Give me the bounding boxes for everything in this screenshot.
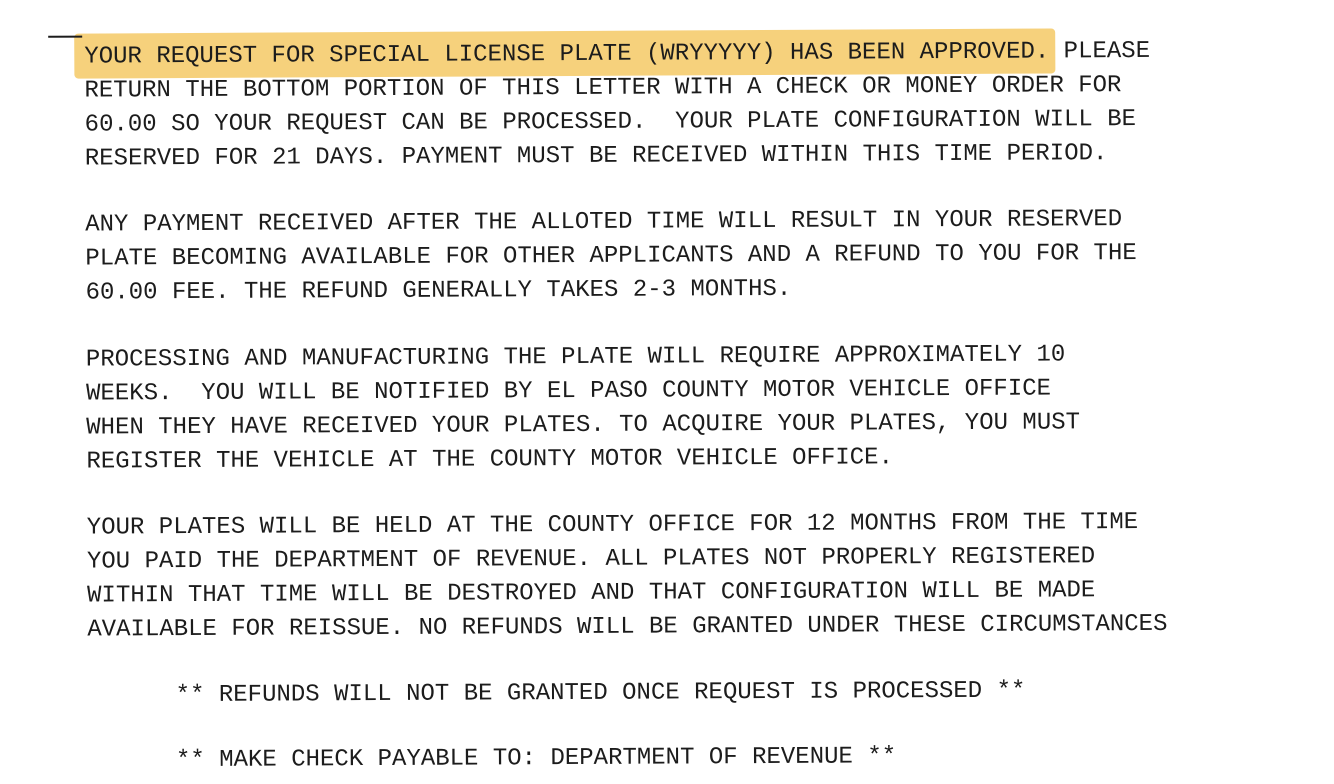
paragraph-4-line-1: YOUR PLATES WILL BE HELD AT THE COUNTY OFFICE FOR 12 MONTHS FROM THE TIME — [86, 509, 1139, 542]
paragraph-4-line-4: AVAILABLE FOR REISSUE. NO REFUNDS WILL BE GRANTED UNDER THESE CIRCUMSTANCES — [87, 610, 1168, 644]
paragraph-3-line-4: REGISTER THE VEHICLE AT THE COUNTY MOTOR VEHICLE OFFICE. — [86, 444, 894, 476]
paragraph-1-line-3: 60.00 SO YOUR REQUEST CAN BE PROCESSED. YOUR PLATE CONFIGURATION WILL BE — [84, 106, 1137, 139]
paragraph-2-line-3: 60.00 FEE. THE REFUND GENERALLY TAKES 2-3 MONTHS. — [85, 275, 792, 307]
paragraph-1-line-4: RESERVED FOR 21 DAYS. PAYMENT MUST BE RECEIVED WITHIN THIS TIME PERIOD. — [84, 140, 1108, 173]
paragraph-1-line-1-rest: PLEASE — [1049, 37, 1151, 66]
paragraph-1-line-1 — [84, 37, 1151, 71]
corner-dash-mark — [48, 36, 82, 38]
paragraph-2-line-1: ANY PAYMENT RECEIVED AFTER THE ALLOTED TIME WILL RESULT IN YOUR RESERVED — [85, 206, 1123, 239]
paragraph-3-line-1: PROCESSING AND MANUFACTURING THE PLATE WILL REQUIRE APPROXIMATELY 10 — [85, 341, 1066, 374]
refund-note: ** REFUNDS WILL NOT BE GRANTED ONCE REQUEST IS PROCESSED ** — [175, 677, 1026, 710]
paragraph-4-line-2: YOU PAID THE DEPARTMENT OF REVENUE. ALL PLATES NOT PROPERLY REGISTERED — [86, 543, 1096, 576]
paragraph-2-line-2: PLATE BECOMING AVAILABLE FOR OTHER APPLICANTS AND A REFUND TO YOU FOR THE — [85, 240, 1137, 273]
paragraph-3-line-2: WEEKS. YOU WILL BE NOTIFIED BY EL PASO COUNTY MOTOR VEHICLE OFFICE — [85, 375, 1052, 408]
payable-note: ** MAKE CHECK PAYABLE TO: DEPARTMENT OF REVENUE ** — [175, 743, 897, 775]
paragraph-3-line-3: WHEN THEY HAVE RECEIVED YOUR PLATES. TO ACQUIRE YOUR PLATES, YOU MUST — [86, 409, 1081, 442]
highlighted-approval-sentence: YOUR REQUEST FOR SPECIAL LICENSE PLATE (WRYYYYY) HAS BEEN APPROVED. — [84, 38, 1050, 71]
paragraph-4-line-3: WITHIN THAT TIME WILL BE DESTROYED AND THAT CONFIGURATION WILL BE MADE — [87, 577, 1096, 610]
paragraph-1-line-2: RETURN THE BOTTOM PORTION OF THIS LETTER WITH A CHECK OR MONEY ORDER FOR — [84, 72, 1122, 105]
